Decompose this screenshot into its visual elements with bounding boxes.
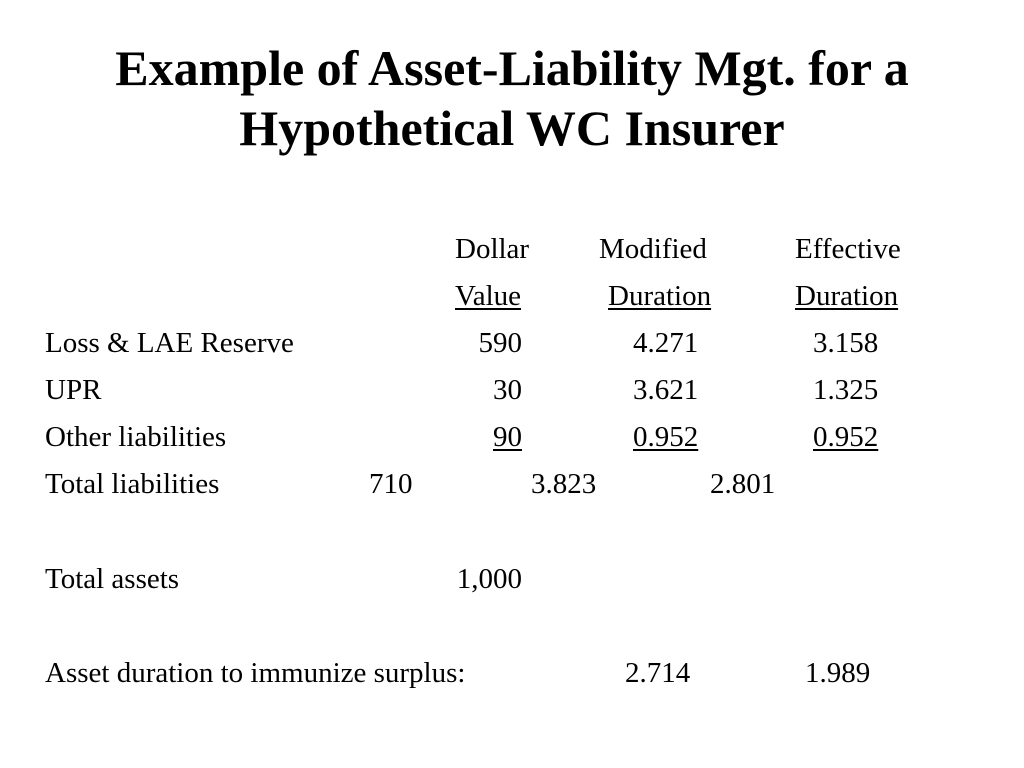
total-assets-label: Total assets <box>45 563 180 595</box>
header-effective-duration: Duration <box>795 280 899 312</box>
immunize-surplus-effective: 1.989 <box>805 657 871 689</box>
row-label-other-liabilities: Other liabilities <box>45 421 227 453</box>
header-modified-duration: Duration <box>608 280 712 312</box>
row-effective-other-liabilities: 0.952 <box>813 421 879 453</box>
row-effective-loss-lae-reserve: 3.158 <box>813 327 879 359</box>
total-liabilities-label: Total liabilities <box>45 468 220 500</box>
row-dollar-upr: 30 <box>493 374 522 406</box>
total-liabilities-effective: 2.801 <box>710 468 776 500</box>
row-dollar-other-liabilities: 90 <box>493 421 522 453</box>
row-modified-loss-lae-reserve: 4.271 <box>633 327 699 359</box>
slide-title-line-2: Hypothetical WC Insurer <box>239 100 785 156</box>
row-dollar-loss-lae-reserve: 590 <box>478 327 522 359</box>
header-dollar: Dollar <box>455 233 530 265</box>
slide-title <box>0 38 1024 158</box>
slide-title-line-1: Example of Asset-Liability Mgt. for a <box>115 40 909 96</box>
total-liabilities-modified: 3.823 <box>531 468 597 500</box>
row-label-upr: UPR <box>45 374 102 406</box>
row-label-loss-lae-reserve: Loss & LAE Reserve <box>45 327 294 359</box>
immunize-surplus-label: Asset duration to immunize surplus: <box>45 657 466 689</box>
header-value: Value <box>455 280 522 312</box>
row-effective-upr: 1.325 <box>813 374 879 406</box>
total-liabilities-dollar: 710 <box>369 468 413 500</box>
row-modified-upr: 3.621 <box>633 374 699 406</box>
header-effective: Effective <box>795 233 901 265</box>
total-assets-dollar: 1,000 <box>456 563 522 595</box>
immunize-surplus-modified: 2.714 <box>625 657 691 689</box>
header-modified: Modified <box>599 233 707 265</box>
row-modified-other-liabilities: 0.952 <box>633 421 699 453</box>
